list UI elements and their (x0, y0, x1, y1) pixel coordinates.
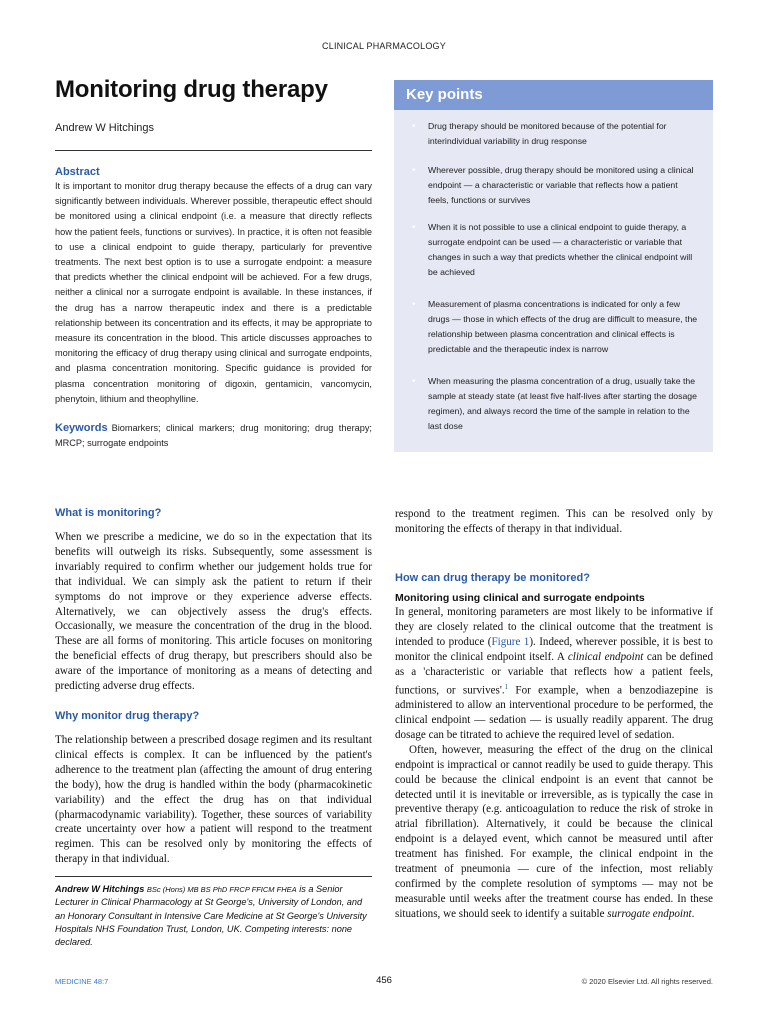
body-paragraph: In general, monitoring parameters are most likely to be informative if they are closely related to the clinical outcome that the treatment is intended to produce (Figure 1). Indeed, wherever possible, it is best to monitor the clinical endpoint itself. A clinical endpoint can be defined as a 'characteristic or variable that reflects how a patient feels, functions, or survives'.$^1$ For example, when a benzodiazepine is administered to allow an interventional procedure to be performed, the clinical endpoint — sedation — is usually readily apparent. The drug dosage can be titrated to achieve the required level of sedation. (395, 606, 713, 741)
key-point-text: Drug therapy should be monitored because of the potential for interindividual variability in drug response (428, 121, 667, 146)
key-point-text: When it is not possible to use a clinical endpoint to guide therapy, a surrogate endpoint can be used — a characteristic or variable that changes in such a way that predicts whether the clinical endpoint will be achieved (428, 222, 693, 277)
key-points-box (394, 80, 713, 452)
key-point-text: Wherever possible, drug therapy should be monitored using a clinical endpoint — a characteristic or variable that reflects how a patient feels, functions or survives (428, 165, 694, 205)
bio-text: is a Senior Lecturer in Clinical Pharmacology at St George's, University of London, and an Honorary Consultant in Intensive Care Medicine at St George's University Hospitals NHS Foundation Trust, London, UK. Competing interests: none declared. (55, 884, 367, 948)
key-point-item (412, 119, 699, 149)
key-point-text: Measurement of plasma concentrations is indicated for only a few drugs — those in which effects of the drug are difficult to measure, the relationship between plasma concentration and clinical effects is predictable and the therapeutic index is narrow (428, 299, 698, 354)
section-heading-what: What is monitoring? (55, 507, 162, 519)
divider (55, 150, 372, 151)
keywords-text: Biomarkers; clinical markers; drug monitoring; drug therapy; MRCP; surrogate endpoints (55, 423, 372, 449)
left-column (55, 507, 372, 873)
body-paragraph-continued: respond to the treatment regimen. This can be resolved only by monitoring the effects of therapy in that individual. (395, 508, 713, 535)
right-column (395, 507, 713, 922)
body-paragraph: The relationship between a prescribed dosage regimen and its resultant clinical effects is complex. It can be influenced by the patient's adherence to the treatment plan (affecting the amount of drug entering the body), how the drug is handled within the body (pharmacokinetic variability) and the effect the drug has on that individual (pharmacodynamic variability). Together, these sources of variability create uncertainty over how a patient will respond to the treatment regimen. This can be resolved only by monitoring the effects of therapy in that individual. (55, 733, 372, 866)
bullet-icon: • (412, 121, 416, 132)
key-point-text: When measuring the plasma concentration of a drug, usually take the sample at steady state (at least five half-lives after starting the dosage regimen), and always record the time of the sample in relation to the last dose (428, 376, 697, 431)
journal-citation: MEDICINE 48:7 (55, 977, 109, 986)
body-paragraph: When we prescribe a medicine, we do so in the expectation that its benefits will outweigh its risks. Subsequently, some assessment is invariably required to confirm whether our judgement holds true for that individual. We can simply ask the patient to return if their symptoms do not improve or they experience adverse effects. Alternatively, we can objectively assess the drug's effects. Occasionally, we measure the concentration of the drug in the blood. These are all forms of monitoring. This article focuses on monitoring the beneficial effects of drug therapy, but prescribers should also be aware of the importance of monitoring as a means of detecting and predicting adverse drug effects. (55, 531, 372, 693)
author-bio (55, 883, 372, 949)
running-head: CLINICAL PHARMACOLOGY (322, 41, 446, 51)
article-title: Monitoring drug therapy (55, 76, 328, 103)
abstract-heading: Abstract (55, 166, 100, 178)
key-points-list (394, 110, 713, 434)
copyright: © 2020 Elsevier Ltd. All rights reserved. (581, 977, 713, 986)
subsection-heading: Monitoring using clinical and surrogate endpoints (395, 592, 645, 604)
bullet-icon: • (412, 222, 416, 233)
bio-qualifications: BSc (Hons) MB BS PhD FRCP FFICM FHEA (146, 885, 297, 894)
bullet-icon: • (412, 376, 416, 387)
bio-divider (55, 876, 372, 877)
bio-name: Andrew W Hitchings (55, 884, 145, 894)
keywords-label: Keywords (55, 422, 108, 434)
section-heading-how: How can drug therapy be monitored? (395, 572, 590, 584)
reference-link[interactable]: 1 (504, 682, 509, 691)
section-heading-why: Why monitor drug therapy? (55, 709, 200, 722)
abstract (55, 166, 372, 407)
bullet-icon: • (412, 299, 416, 310)
body-paragraph: Often, however, measuring the effect of the drug on the clinical endpoint is impractical or cannot readily be used to guide therapy. This could be because the clinical endpoint is an event that cannot be detected until it is inevitable or irreversible, as is typically the case in preventive therapy (e.g. anticoagulation to reduce the risk of stroke in atrial fibrillation). Alternatively, it could be because the clinical endpoint is a delayed event, which cannot be measured until after treatment has finished. For example, the clinical endpoint in the treatment of pneumonia — cure of the infection, most reliably confirmed by the complete resolution of symptoms — may not be measurable until weeks after the treatment course has ended. In these situations, we should seek to identify a suitable surrogate endpoint. (395, 743, 713, 920)
page-number: 456 (376, 975, 392, 986)
author-name: Andrew W Hitchings (55, 122, 155, 134)
key-point-item (412, 163, 699, 208)
key-point-item (412, 297, 699, 357)
keywords (55, 421, 372, 451)
figure-link[interactable]: Figure 1 (491, 635, 530, 648)
key-point-item (412, 220, 699, 280)
bullet-icon: • (412, 165, 416, 176)
key-point-item (412, 374, 699, 434)
key-points-heading: Key points (394, 80, 713, 110)
abstract-text: It is important to monitor drug therapy because the effects of a drug can vary significantly between individuals. Wherever possible, therapeutic effect should be monitored using a clinical endpoint (i.e. a measure that directly reflects how the patient feels, functions or survives). In practice, it is often not feasible to use a clinical endpoint to guide therapy, particularly for preventive treatments. The next best option is to use a surrogate endpoint: a measure that predicts whether the clinical endpoint will be achieved. For a few drugs, neither a clinical nor a surrogate endpoint is available. In these instances, if the drug has a narrow therapeutic index and there is a predictable relationship between its concentration and its effects, it may be appropriate to measure its concentration in the blood. This article discusses approaches to monitoring the efficacy of drug therapy using clinical and surrogate endpoints, and plasma concentration monitoring. Specific guidance is provided for plasma concentration monitoring of digoxin, gentamicin, vancomycin, phenytoin, lithium and theophylline. (55, 181, 372, 404)
